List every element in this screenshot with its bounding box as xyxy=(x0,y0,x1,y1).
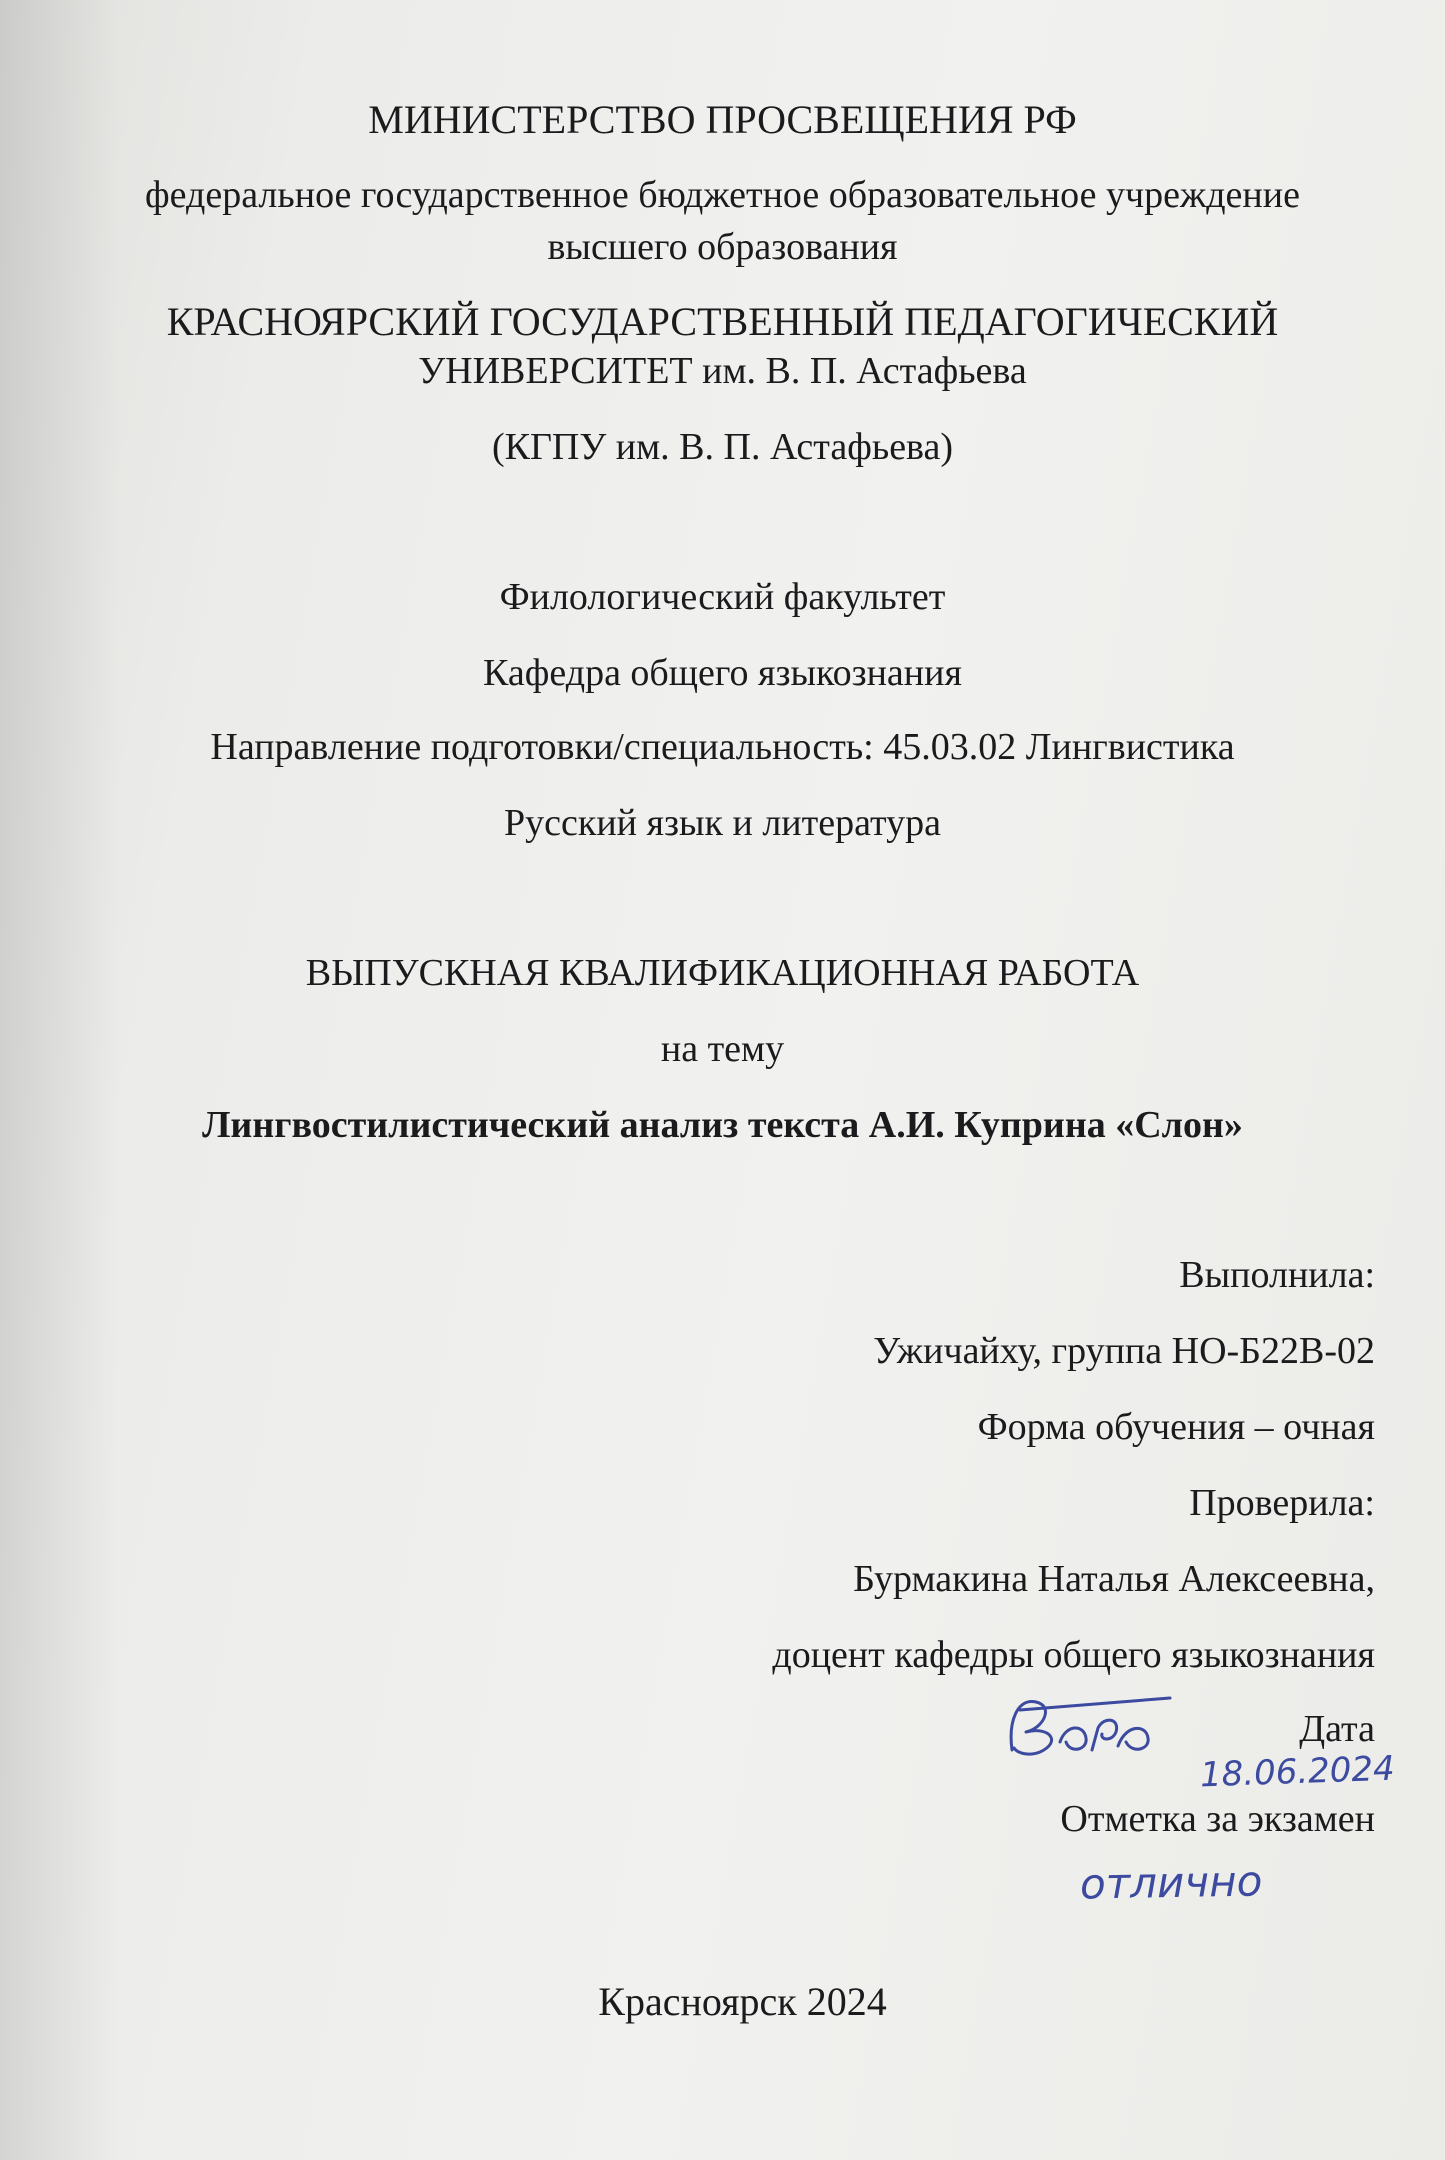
supervisor-name: Бурмакина Наталья Алексеевна, xyxy=(853,1558,1375,1600)
ministry-line: МИНИСТЕРСТВО ПРОСВЕЩЕНИЯ РФ xyxy=(368,97,1077,142)
institution-type-line-2: высшего образования xyxy=(547,226,898,268)
city-year: Красноярск 2024 xyxy=(598,1979,887,2024)
work-title: Лингвостилистический анализ текста А.И. Куприна «Слон» xyxy=(202,1104,1243,1146)
completed-label: Выполнила: xyxy=(1179,1254,1375,1296)
grade-label: Отметка за экзамен xyxy=(1060,1798,1375,1840)
supervisor-position: доцент кафедры общего языкознания xyxy=(772,1634,1375,1676)
institution-type-line-1: федеральное государственное бюджетное образовательное учреждение xyxy=(145,174,1300,216)
checked-label: Проверила: xyxy=(1189,1482,1375,1524)
handwritten-grade: отлично xyxy=(1079,1856,1263,1909)
university-abbreviation: (КГПУ им. В. П. Астафьева) xyxy=(491,426,954,468)
signature-mark xyxy=(1000,1680,1180,1770)
profile-line: Русский язык и литература xyxy=(504,802,941,844)
on-topic-line: на тему xyxy=(660,1028,785,1070)
work-type-heading: ВЫПУСКНАЯ КВАЛИФИКАЦИОННАЯ РАБОТА xyxy=(305,952,1140,994)
faculty-line: Филологический факультет xyxy=(499,576,946,618)
university-line-1: КРАСНОЯРСКИЙ ГОСУДАРСТВЕННЫЙ ПЕДАГОГИЧЕСКИЙ xyxy=(166,299,1279,344)
direction-line: Направление подготовки/специальность: 45.03.02 Лингвистика xyxy=(210,726,1235,768)
date-label: Дата xyxy=(1299,1708,1375,1750)
chair-line: Кафедра общего языкознания xyxy=(483,652,962,694)
university-line-2: УНИВЕРСИТЕТ им. В. П. Астафьева xyxy=(418,350,1027,392)
handwritten-date: 18.06.2024 xyxy=(1199,1748,1396,1796)
study-form-line: Форма обучения – очная xyxy=(977,1406,1375,1448)
student-line: Ужичайху, группа НО-Б22В-02 xyxy=(873,1330,1375,1372)
